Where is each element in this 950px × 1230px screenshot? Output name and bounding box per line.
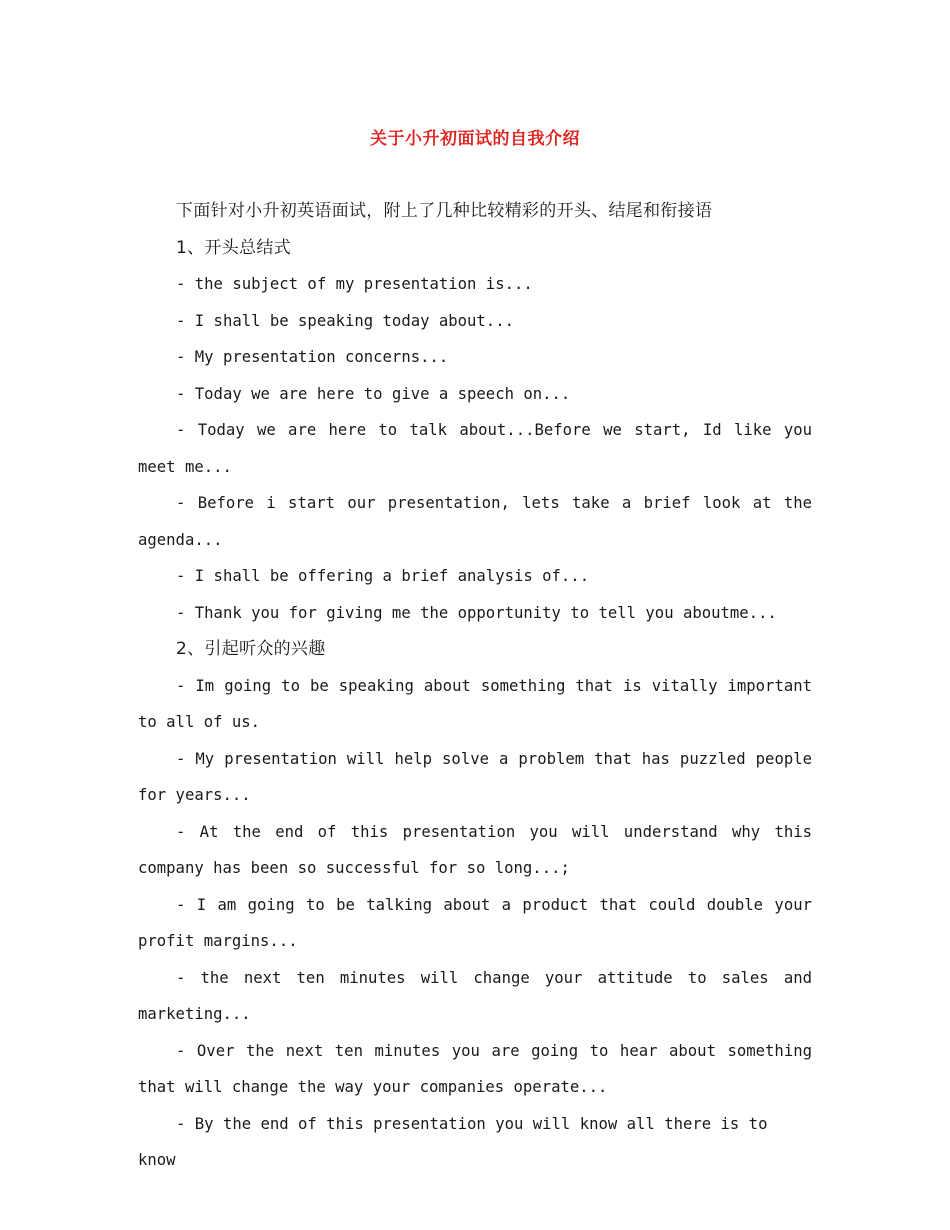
phrase-line: - I shall be offering a brief analysis of...: [176, 567, 590, 585]
document-body: [138, 193, 812, 1179]
intro-paragraph: 下面针对小升初英语面试，附上了几种比较精彩的开头、结尾和衔接语: [176, 201, 713, 221]
phrase-line: - I shall be speaking today about...: [176, 311, 514, 330]
phrase-line: - Before i start our presentation, lets take a brief look at the agenda...: [138, 494, 812, 549]
phrase-line: - By the end of this presentation you will know all there is to know: [138, 1114, 768, 1169]
phrase-line: - Today we are here to talk about...Before we start, Id like you meet me...: [138, 421, 812, 476]
document-title: 关于小升初面试的自我介绍: [370, 129, 580, 149]
phrase-line: - the subject of my presentation is...: [176, 275, 533, 293]
phrase-line: - At the end of this presentation you will understand why this company has been so successful for so long...;: [138, 822, 812, 877]
phrase-line: - My presentation will help solve a problem that has puzzled people for years...: [138, 749, 812, 804]
phrase-line: - the next ten minutes will change your attitude to sales and marketing...: [138, 968, 812, 1023]
phrase-line: - My presentation concerns...: [176, 348, 449, 366]
phrase-line: - I am going to be talking about a product that could double your profit margins...: [138, 895, 812, 950]
phrase-line: - Today we are here to give a speech on...: [176, 384, 571, 403]
phrase-line: - Thank you for giving me the opportunity to tell you aboutme...: [176, 603, 777, 622]
section-heading-opening: 1、开头总结式: [176, 237, 291, 258]
phrase-line: - Im going to be speaking about something that is vitally important to all of us.: [138, 676, 812, 731]
section-heading-interest: 2、引起听众的兴趣: [176, 639, 326, 659]
phrase-line: - Over the next ten minutes you are going to hear about something that will change the way your companies operate...: [138, 1041, 812, 1096]
